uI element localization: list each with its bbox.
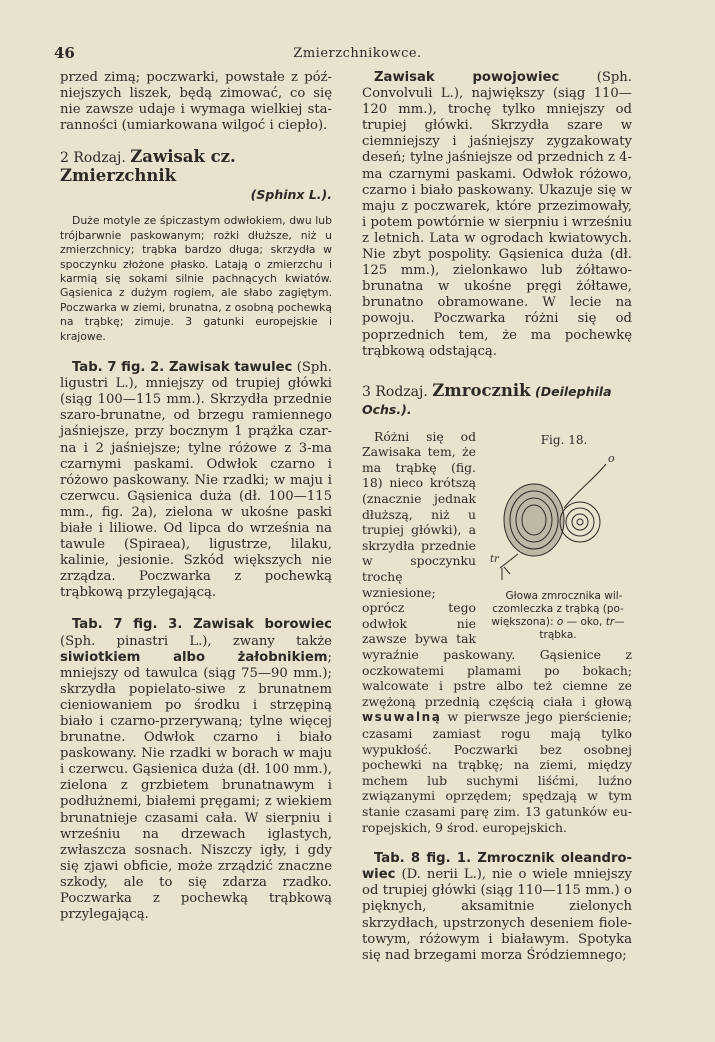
right-column xyxy=(362,70,632,964)
genus-3-name: Zmrocznik xyxy=(432,380,531,400)
species-oleandrowiec-text: (D. nerii L.), nie o wiele mniejszy od trupiej główki (siąg 110—115 mm.) o pięknych, aksamitnie zielonych skrzydłach, upstrzonych deseniem fioletowym, różowym i białawym. Spotyka się nad brzegami morza Śródziemnego; xyxy=(362,867,632,963)
species-powojowiec-text: (Sph. Convolvuli L.), największy (siąg 110—120 mm.), trochę tylko mniejszy od trupiej główki. Skrzydła szare w ciemniejszy i jaśniejszy zygzakowaty deseń; tylne jaśniejsze od przednich z 4-ma czarnymi paskami. Odwłok różowo, czarno i biało paskowany. Ukazuje się w maju z poczwarek, które przezimowały, i potem powtórnie w sierpniu i wrześniu z letnich. Lata w ogrodach kwiatowych. Nie zbyt pospolity. Gąsienica duża (dł. 125 mm.), zielonkawo lub żółtawo-brunatna w ukośne pręgi żółtawe, brunatno obramowane. W lecie na powoju. Poczwarka różni się od poprzednich tem, że ma pochewkę trąbkową odstającą. xyxy=(362,70,632,359)
genus-3-description xyxy=(362,429,632,835)
caption-tr-key: tr xyxy=(605,615,615,628)
species-borowiec-alias: siwiotkiem albo żałobnikiem xyxy=(60,649,328,665)
genus-2-prefix: 2 Rodzaj. xyxy=(60,150,126,167)
figure-18 xyxy=(484,433,632,642)
genus-3-intro: Różni się od Zawisaka tem, że ma trąbkę (fig. 18) nieco krótszą (znacznie jednak dłuższą, niż u trupiej główki), a skrzydła przednie w spoczynku trochę wzniesione; oprócz tego odwłok nie zawsze bywa tak wyraźnie paskowany. Gąsienice z oczkowatemi plamami po bokach; walcowate i pstre albo też ciemne ze zwężoną przednią częścią ciała i głową xyxy=(362,428,632,709)
genus-2-latin: (Sphinx L.). xyxy=(250,187,332,203)
genus-3-emphasis: wsuwalną xyxy=(362,710,442,725)
species-borowiec-text-a: (Sph. pinastri L.), zwany także xyxy=(60,633,332,649)
species-tawulec-title: Tab. 7 fig. 2. Zawisak tawulec xyxy=(72,360,293,376)
page-number: 46 xyxy=(54,44,75,62)
mark-tr: tr xyxy=(490,554,499,566)
caption-o-label: — oko, xyxy=(566,615,603,628)
species-borowiec-text-b: ; mniejszy od tawulca (siąg 75—90 mm.); skrzydła popielato-siwe z brunatnem cieniowaniem po środku i strzępiną biało i czarno-przerywaną; tylne więcej brunatne. Odwłok czarno i biało paskowany. Nie rzadki w borach w maju i czerwcu. Gąsienica duża (dł. 100 mm.), zielona z grzbietem brunatnawym i podłużnemi, białemi pręgami; z wiekiem brunatnieje czasami cała. W sierpniu i wrześniu na drzewach iglastych, zwłaszcza sosnach. Niszczy igły, i gdy się zjawi obficie, może zrządzić znaczne szkody, ale to się zdarza rzadko. Poczwarka z pochewką trąbkową przylegającą. xyxy=(60,649,332,923)
species-powojowiec-title: Zawisak powojowiec xyxy=(374,70,560,85)
running-title: Zmierzchnikowce. xyxy=(293,46,422,61)
genus-3-prefix: 3 Rodzaj. xyxy=(362,383,428,400)
genus-2-name: Zawisak cz. Zmierzchnik xyxy=(60,147,236,186)
genus-3-latin: (Deilephila Ochs.). xyxy=(362,383,612,417)
mark-o: o xyxy=(608,452,615,466)
intro-paragraph: przed zimą; poczwarki, powstałe z późniejszych liszek, będą zimować, co się nie zawsze udaje i wymaga wielkiej staranności (umiarkowana wilgoć i ciepło). xyxy=(60,70,332,134)
moth-head-illustration xyxy=(488,450,628,590)
species-tawulec-text: (Sph. ligustri L.), mniejszy od trupiej główki (siąg 100—115 mm.). Skrzydła przednie szaro-brunatne, od brzegu ramiennego jaśniejsze, przy bocznym 1 prążka czarna i 2 jaśniejsze; tylne różowe z 3-ma czarnymi paskami. Odwłok czarno i różowo paskowany. Nie rzadki; w maju i czerwcu. Gąsienica duża (dł. 100—115 mm., fig. 2a), zielona w ukośne paski białe i liliowe. Od lipca do września na tawule (Spiraea), ligustrze, lilaku, kalinie, jesionie. Szkód większych nie zrządza. Poczwarka z pochewką trąbkową przylegającą. xyxy=(60,360,332,601)
figure-caption-text: Głowa zmrocznika wilczomleczka z trąbką (powiększona): xyxy=(491,590,624,628)
genus-3-heading xyxy=(362,382,632,419)
species-borowiec xyxy=(60,617,332,923)
genus-3-rest: w pierwsze jego pierścienie; czasami zamiast rogu mają tylko wypukłość. Poczwarki bez osobnej pochewki na trąbkę; na ziemi, między mchem lub suchymi liśćmi, luźno związanymi oprzędem; spędzają w tym stanie czasami parę zim. 13 gatunków europejskich, 9 środ. europejskich. xyxy=(362,709,632,835)
figure-label: Fig. 18. xyxy=(540,432,588,447)
species-oleandrowiec xyxy=(362,851,632,964)
species-tawulec xyxy=(60,360,332,601)
species-powojowiec xyxy=(362,70,632,360)
genus-2-description: Duże motyle ze śpiczastym odwłokiem, dwu lub trójbarwnie paskowanym; rożki dłuższe, niż u zmierzchnicy; trąbka bardzo długa; skrzydła w spoczynku złożone płasko. Latają o zmierzchu i karmią się sokami silnie pachnących kwiatów. Gąsienica z dużym rogiem, ale słabo zagiętym. Poczwarka w ziemi, brunatna, z osobną pochewką na trąbkę; zimuje. 3 gatunki europejskie i krajowe. xyxy=(60,214,332,343)
left-column xyxy=(60,70,332,923)
genus-2-latin-line xyxy=(60,186,332,204)
caption-tr-label: —trąbka. xyxy=(539,615,625,641)
figure-caption xyxy=(484,590,632,641)
species-borowiec-title: Tab. 7 fig. 3. Zawisak borowiec xyxy=(72,617,332,633)
genus-2-heading xyxy=(60,148,332,204)
caption-o-key: o xyxy=(556,615,564,628)
species-oleandrowiec-title: Tab. 8 fig. 1. Zmrocznik oleandrowiec xyxy=(362,851,632,883)
